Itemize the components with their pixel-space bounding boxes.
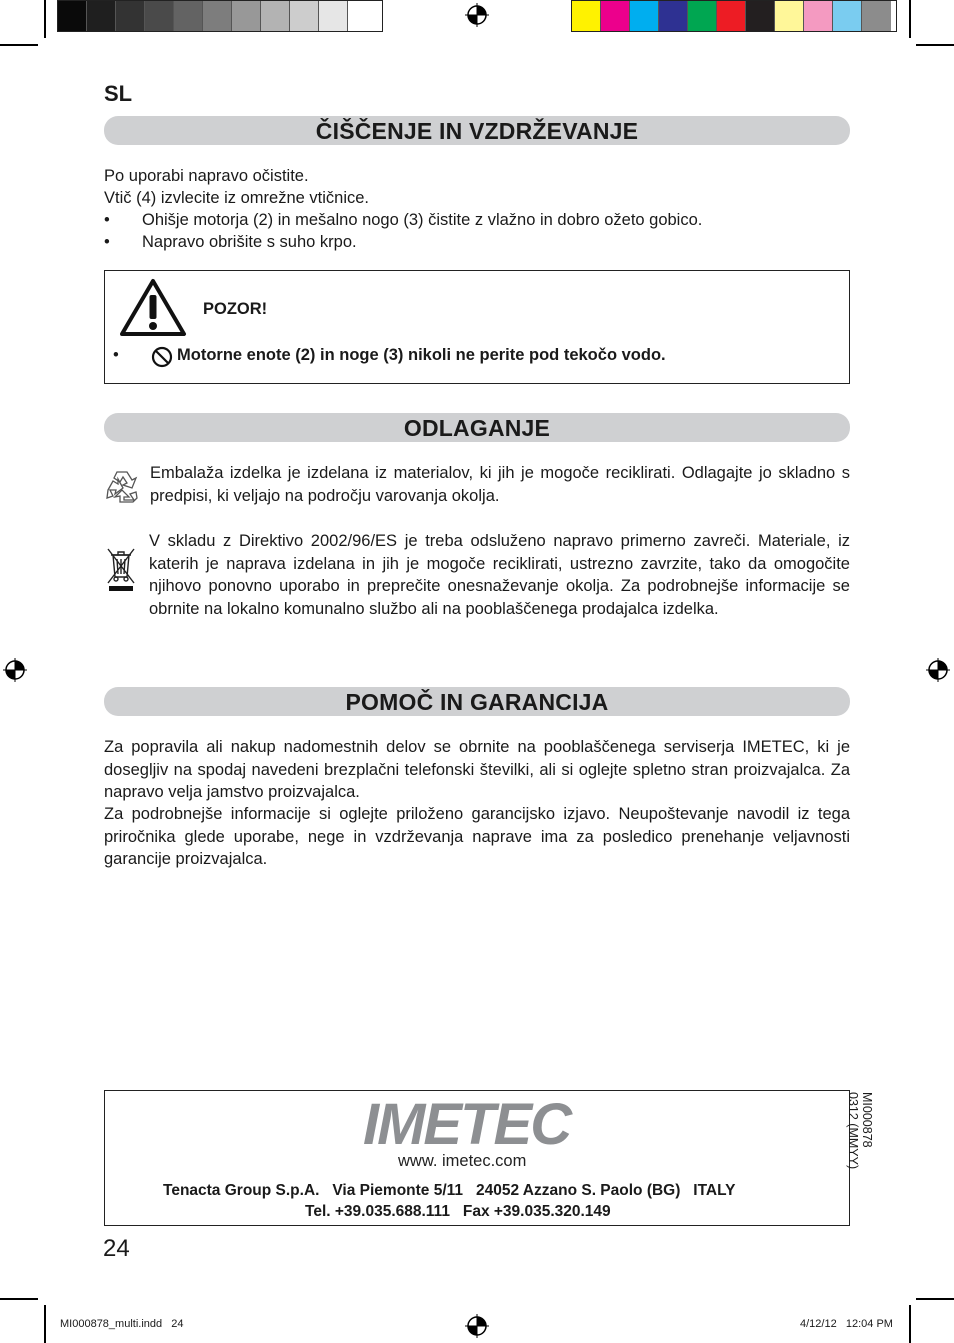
color-swatch [804,1,833,31]
cleaning-bullet-1: Ohišje motorja (2) in mešalno nogo (3) čistite z vlažno in dobro ožeto gobico. [142,211,703,229]
section-title-support: POMOČ IN GARANCIJA [104,687,850,716]
gray-swatch [58,1,87,31]
warning-text: Motorne enote (2) in noge (3) nikoli ne perite pod tekočo vodo. [177,346,666,364]
section-title-cleaning: ČIŠČENJE IN VZDRŽEVANJE [104,116,850,145]
crop-mark [916,1298,954,1300]
gray-swatch [348,1,377,31]
warning-triangle-icon [118,277,188,337]
crop-mark [0,44,38,46]
registration-mark-icon [926,658,950,682]
registration-mark-icon [465,1314,489,1338]
product-code-line-2: 0312 (MMYY) [846,1092,860,1170]
crop-mark [909,1305,911,1343]
color-swatch [601,1,630,31]
page-number: 24 [103,1235,130,1262]
company-address: Tenacta Group S.p.A. Via Piemonte 5/11 24052 Azzano S. Paolo (BG) ITALY [163,1182,736,1199]
website-link[interactable]: www. imetec.com [398,1152,527,1170]
color-swatch [746,1,775,31]
cleaning-bullet-2: Napravo obrišite s suho krpo. [142,233,357,251]
registration-mark-icon [3,658,27,682]
gray-swatch [203,1,232,31]
support-paragraph-1: Za popravila ali nakup nadomestnih delov se obrnite na pooblaščenega serviserja IMETEC, ki je dosegljiv na spodaj navedeni brezplačni telefonski številki, ali si oglejte spletno stran proizvajalca. Za napravo velja jamstvo proizvajalca. [104,738,850,801]
color-swatch [833,1,862,31]
crop-mark [0,1298,38,1300]
gray-swatch [145,1,174,31]
color-swatch [862,1,891,31]
bullet-marker: • [104,233,110,251]
slug-filename: MI000878_multi.indd 24 [60,1318,184,1330]
warning-title: POZOR! [203,300,268,318]
gray-swatch [174,1,203,31]
color-swatch [775,1,804,31]
crop-mark [909,0,911,38]
gray-swatch [87,1,116,31]
cleaning-line-1: Po uporabi napravo očistite. [104,167,309,185]
company-contact: Tel. +39.035.688.111 Fax +39.035.320.149 [305,1203,611,1220]
product-code-line-1: MI000878 [860,1092,874,1148]
recycle-icon [103,468,141,504]
crop-mark [916,44,954,46]
crop-mark [44,1305,46,1343]
slug-timestamp: 4/12/12 12:04 PM [800,1318,893,1330]
company-footer-box [104,1090,874,1226]
section-title-disposal: ODLAGANJE [104,413,850,442]
gray-swatch [290,1,319,31]
color-swatch [659,1,688,31]
language-code: SL [104,81,133,106]
support-paragraph-2: Za podrobnejše informacije si oglejte priloženo garancijsko izjavo. Neupoštevanje navodil iz tega priročnika glede uporabe, nege in vzdrževanja naprave ima za posledico prenehanje veljavnosti garancije proizvajalca. [104,805,850,868]
warning-box [104,270,850,384]
gray-swatch [319,1,348,31]
gray-swatch [116,1,145,31]
weee-bin-icon [105,545,137,593]
cleaning-line-2: Vtič (4) izvlecite iz omrežne vtičnice. [104,189,369,207]
color-swatch [688,1,717,31]
registration-mark-icon [465,3,489,27]
prohibition-icon [151,346,173,368]
crop-mark [44,0,46,38]
bullet-marker: • [104,211,110,229]
process-color-bar [571,0,897,32]
product-code [844,1092,874,1192]
gray-swatch [261,1,290,31]
imetec-logo: IMETEC [363,1092,571,1157]
color-swatch [630,1,659,31]
weee-text: V skladu z Direktivo 2002/96/ES je treba odsluženo napravo primerno zavreči. Materiale, iz katerih je naprava izdelana in jih je mogoče reciklirati, ustrezno zavrzite, tako da omogočite njihovo ponovno uporabo in preprečite onesnaževanje okolja. Za podrobnejše informacije se obrnite na lokalno komunalno službo ali na pooblaščenega prodajalca izdelka. [149,532,850,618]
color-swatch [717,1,746,31]
recycle-text: Embalaža izdelka je izdelana iz materialov, ki jih je mogoče reciklirati. Odlagajte jo skladno s predpisi, ki veljajo na področju varovanja okolja. [150,464,850,505]
color-swatch [572,1,601,31]
gray-swatch [232,1,261,31]
grayscale-color-bar [57,0,383,32]
bullet-marker: • [113,346,119,364]
